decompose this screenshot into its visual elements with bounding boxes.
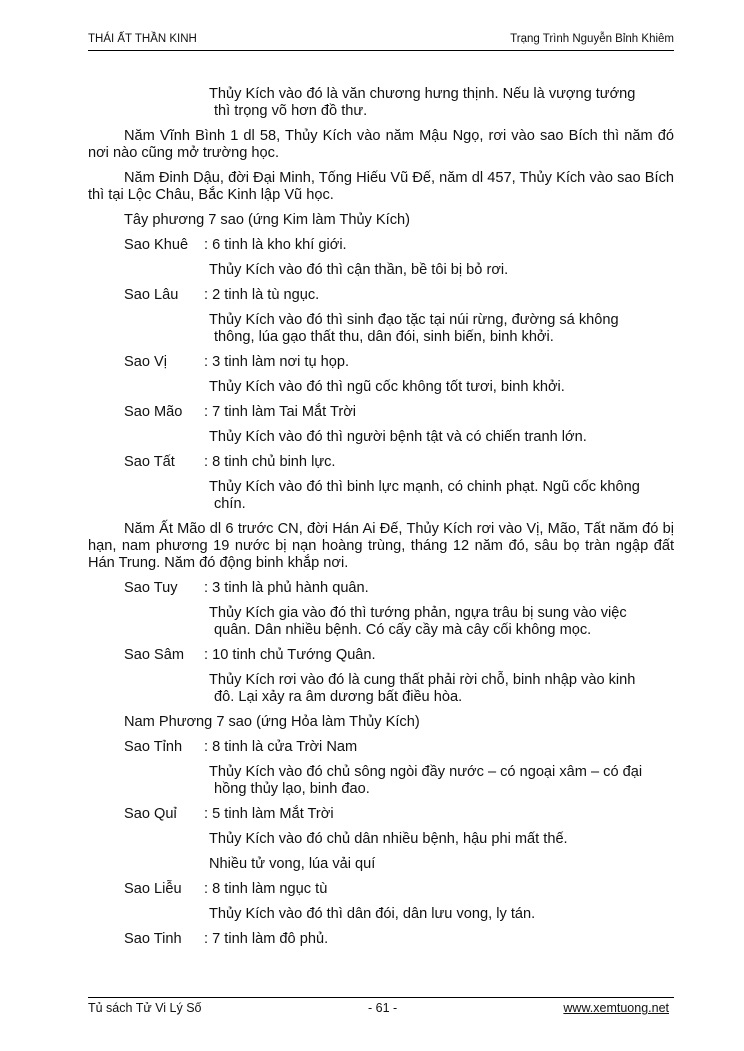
paragraph: Năm Vĩnh Bình 1 dl 58, Thủy Kích vào năm Mậu Ngọ, rơi vào sao Bích thì năm đó nơi nào cũng mở trường học. <box>88 128 674 161</box>
star-effect: Thủy Kích vào đó thì binh lực mạnh, có chinh phạt. Ngũ cốc không chín. <box>209 479 640 512</box>
star-definition: : 8 tinh là cửa Trời Nam <box>204 739 358 755</box>
star-definition: : 8 tinh làm ngục tù <box>204 881 328 897</box>
star-effect: Nhiều tử vong, lúa vải quí <box>209 856 376 872</box>
page-footer <box>88 997 674 1016</box>
star-name: Sao Mão <box>124 404 183 420</box>
star-name: Sao Khuê <box>124 237 189 253</box>
star-definition: : 6 tinh là kho khí giới. <box>204 237 347 253</box>
star-definition: : 7 tinh làm Tai Mắt Trời <box>204 404 357 420</box>
star-definition: : 10 tinh chủ Tướng Quân. <box>204 647 376 663</box>
star-name: Sao Liễu <box>124 881 182 897</box>
star-name: Sao Lâu <box>124 287 179 303</box>
footer-series: Tủ sách Tử Vi Lý Số <box>88 1001 202 1015</box>
star-effect: Thủy Kích vào đó thì cận thần, bề tôi bị bỏ rơi. <box>209 262 509 278</box>
star-entry <box>124 806 674 823</box>
page-header <box>88 32 674 51</box>
star-name: Sao Tỉnh <box>124 739 183 755</box>
star-name: Sao Tinh <box>124 931 182 947</box>
star-effect: Thủy Kích vào đó thì ngũ cốc không tốt tươi, binh khởi. <box>209 379 565 395</box>
star-effect: Thủy Kích vào đó chủ dân nhiều bệnh, hậu phi mất thế. <box>209 831 568 847</box>
star-entry <box>124 354 674 371</box>
page-number: - 61 - <box>368 1001 398 1015</box>
star-name: Sao Vị <box>124 354 167 370</box>
star-definition: : 3 tinh là phủ hành quân. <box>204 580 369 596</box>
star-effect: Thủy Kích vào đó thì người bệnh tật và có chiến tranh lớn. <box>209 429 587 445</box>
star-effect: Thủy Kích rơi vào đó là cung thất phải rời chỗ, binh nhập vào kinh đô. Lại xảy ra âm dương bất điều hòa. <box>209 672 636 705</box>
star-name: Sao Tuy <box>124 580 178 596</box>
star-effect: Thủy Kích vào đó thì sinh đạo tặc tại núi rừng, đường sá không thông, lúa gạo thất thu, dân đói, sinh biến, binh khởi. <box>209 312 619 345</box>
page-content <box>88 86 674 948</box>
star-entry <box>124 647 674 664</box>
star-entry <box>124 287 674 304</box>
star-entry <box>124 739 674 756</box>
star-definition: : 8 tinh chủ binh lực. <box>204 454 336 470</box>
star-entry <box>124 404 674 421</box>
star-definition: : 2 tinh là tù ngục. <box>204 287 320 303</box>
star-name: Sao Sâm <box>124 647 185 663</box>
author-name: Trạng Trình Nguyễn Bỉnh Khiêm <box>510 33 674 45</box>
paragraph: Năm Ất Mão dl 6 trước CN, đời Hán Ai Đế, Thủy Kích rơi vào Vị, Mão, Tất năm đó bị hạn, nam phương 19 nước bị nạn hoàng trùng, tháng 12 năm đó, sâu bọ tràn ngập đất Hán Trung. Năm đó động binh khắp nơi. <box>88 521 674 571</box>
star-effect: Thủy Kích vào đó là văn chương hưng thịnh. Nếu là vượng tướng thì trọng võ hơn đồ thư. <box>209 86 636 119</box>
star-effect: Thủy Kích vào đó thì dân đói, dân lưu vong, ly tán. <box>209 906 536 922</box>
star-entry <box>124 881 674 898</box>
star-effect: Thủy Kích vào đó chủ sông ngòi đầy nước – có ngoại xâm – có đại hồng thủy lạo, binh đao. <box>209 764 643 797</box>
book-title: THÁI ẤT THẦN KINH <box>88 33 197 45</box>
star-entry <box>124 454 674 471</box>
star-name: Sao Tất <box>124 454 175 470</box>
website-link[interactable]: www.xemtuong.net <box>563 1001 669 1015</box>
star-effect: Thủy Kích gia vào đó thì tướng phản, ngựa trâu bị sung vào việc quân. Dân nhiều bệnh. Có cấy cầy mà cây cối không mọc. <box>209 605 627 638</box>
star-name: Sao Quỉ <box>124 806 177 822</box>
section-heading: Nam Phương 7 sao (ứng Hỏa làm Thủy Kích) <box>124 714 420 730</box>
star-entry <box>124 237 674 254</box>
star-definition: : 5 tinh làm Mắt Trời <box>204 806 334 822</box>
paragraph: Năm Đinh Dậu, đời Đại Minh, Tống Hiếu Vũ Đế, năm dl 457, Thủy Kích vào sao Bích thì tại Lộc Châu, Bắc Kinh lập Vũ học. <box>88 170 674 203</box>
star-definition: : 7 tinh làm đô phủ. <box>204 931 329 947</box>
star-entry <box>124 931 674 948</box>
star-entry <box>124 580 674 597</box>
star-definition: : 3 tinh làm nơi tụ họp. <box>204 354 350 370</box>
section-heading: Tây phương 7 sao (ứng Kim làm Thủy Kích) <box>124 212 410 228</box>
